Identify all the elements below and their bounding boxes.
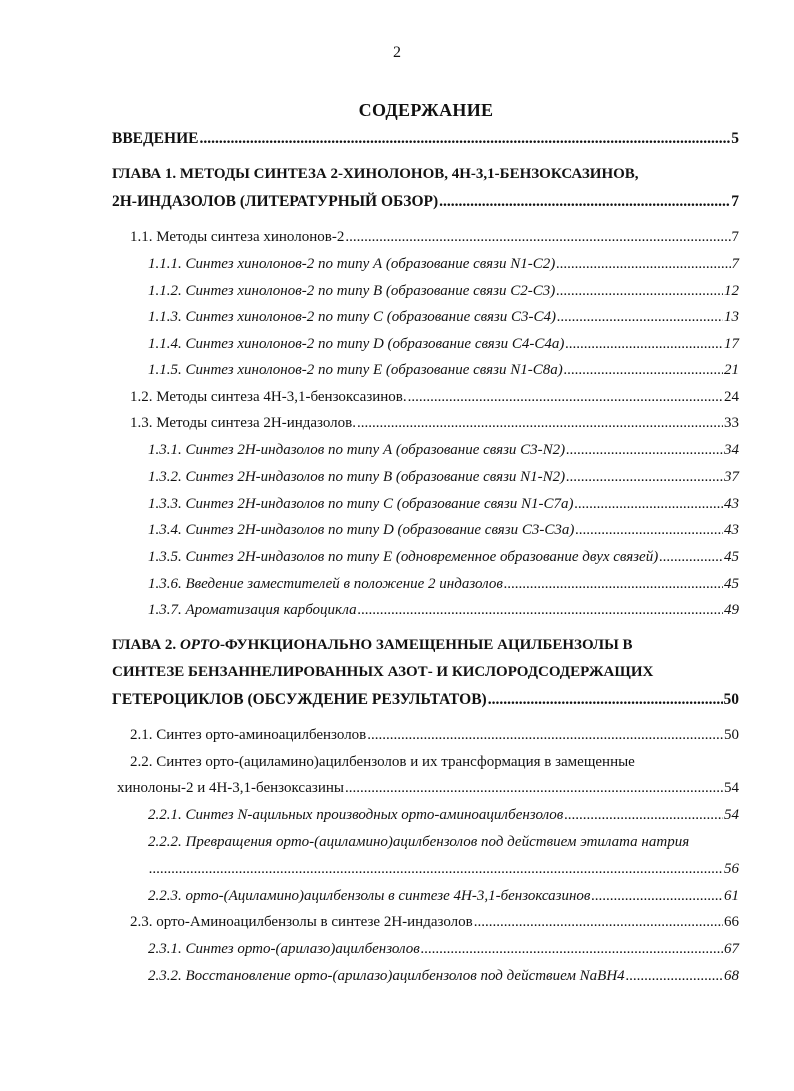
toc-entry-1-1-5[interactable]: 1.1.5. Синтез хинолонов-2 по типу Е (образование связи N1-C8a) ..... 21 bbox=[148, 362, 739, 379]
toc-entry-2-1[interactable]: 2.1. Синтез орто-аминоацилбензолов ..... 50 bbox=[130, 727, 739, 744]
toc-entry-1-1-1[interactable]: 1.1.1. Синтез хинолонов-2 по типу А (образование связи N1-C2) ..... 7 bbox=[148, 256, 739, 273]
toc-entry-1-3-1[interactable]: 1.3.1. Синтез 2Н-индазолов по типу А (образование связи С3-N2) ..... 34 bbox=[148, 442, 739, 459]
toc-entry-1-1-3[interactable]: 1.1.3. Синтез хинолонов-2 по типу С (образование связи С3-С4) ..... 13 bbox=[148, 309, 739, 326]
page-title: СОДЕРЖАНИЕ bbox=[358, 100, 494, 120]
toc-entry-2-3-2[interactable]: 2.3.2. Восстановление орто-(арилазо)ацилбензолов под действием NaBH4 ..... 68 bbox=[148, 968, 739, 985]
toc-entry-1-3-6[interactable]: 1.3.6. Введение заместителей в положение 2 индазолов ..... 45 bbox=[148, 576, 739, 593]
toc-entry-chapter-2-line-1[interactable]: ГЛАВА 2. ОРТО-ФУНКЦИОНАЛЬНО ЗАМЕЩЕННЫЕ АЦИЛБЕНЗОЛЫ В bbox=[112, 637, 633, 653]
toc-entry-2-3[interactable]: 2.3. орто-Аминоацилбензолы в синтезе 2Н-индазолов ..... 66 bbox=[130, 914, 739, 931]
page-number: 2 bbox=[393, 44, 401, 61]
toc-entry-introduction[interactable]: ВВЕДЕНИЕ ..... 5 bbox=[112, 130, 739, 148]
toc-entry-2-2-2[interactable]: ..... 56 bbox=[148, 861, 739, 878]
toc-entry-2-2-2-line-1[interactable]: 2.2.2. Превращения орто-(ациламино)ацилбензолов под действием этилата натрия bbox=[148, 834, 690, 850]
toc-entry-chapter-2-line-2[interactable]: СИНТЕЗЕ БЕНЗАННЕЛИРОВАННЫХ АЗОТ- И КИСЛОРОДСОДЕРЖАЩИХ bbox=[112, 664, 654, 680]
toc-entry-1-1[interactable]: 1.1. Методы синтеза хинолонов-2 ..... 7 bbox=[130, 229, 739, 246]
toc-entry-1-1-2[interactable]: 1.1.2. Синтез хинолонов-2 по типу В (образование связи С2-С3) ..... 12 bbox=[148, 283, 739, 300]
toc-entry-chapter-1-line-1[interactable]: ГЛАВА 1. МЕТОДЫ СИНТЕЗА 2-ХИНОЛОНОВ, 4Н-3,1-БЕНЗОКСАЗИНОВ, bbox=[112, 166, 639, 182]
toc-entry-1-3-2[interactable]: 1.3.2. Синтез 2Н-индазолов по типу В (образование связи N1-N2) ..... 37 bbox=[148, 469, 739, 486]
toc-entry-2-2-3[interactable]: 2.2.3. орто-(Ациламино)ацилбензолы в синтезе 4Н-3,1-бензоксазинов ..... 61 bbox=[148, 888, 739, 905]
toc-entry-2-2[interactable]: хинолоны-2 и 4Н-3,1-бензоксазины ..... 54 bbox=[117, 780, 739, 797]
toc-entry-2-2-1[interactable]: 2.2.1. Синтез N-ацильных производных орто-аминоацилбензолов ..... 54 bbox=[148, 807, 739, 824]
toc-entry-chapter-2[interactable]: ГЕТЕРОЦИКЛОВ (ОБСУЖДЕНИЕ РЕЗУЛЬТАТОВ) ..... 50 bbox=[112, 691, 739, 709]
toc-entry-chapter-1[interactable]: 2Н-ИНДАЗОЛОВ (ЛИТЕРАТУРНЫЙ ОБЗОР) ..... 7 bbox=[112, 193, 739, 211]
toc-entry-2-2-line-1[interactable]: 2.2. Синтез орто-(ациламино)ацилбензолов и их трансформация в замещенные bbox=[130, 754, 635, 770]
toc-entry-1-3-7[interactable]: 1.3.7. Ароматизация карбоцикла ..... 49 bbox=[148, 602, 739, 619]
toc-entry-1-3[interactable]: 1.3. Методы синтеза 2Н-индазолов. ..... 33 bbox=[130, 415, 739, 432]
toc-entry-1-3-4[interactable]: 1.3.4. Синтез 2Н-индазолов по типу D (образование связи С3-С3а) ..... 43 bbox=[148, 522, 739, 539]
toc-entry-2-3-1[interactable]: 2.3.1. Синтез орто-(арилазо)ацилбензолов ..... 67 bbox=[148, 941, 739, 958]
toc-entry-1-2[interactable]: 1.2. Методы синтеза 4Н-3,1-бензоксазинов. ..... 24 bbox=[130, 389, 739, 406]
toc-entry-1-3-3[interactable]: 1.3.3. Синтез 2Н-индазолов по типу С (образование связи N1-C7a) ..... 43 bbox=[148, 496, 739, 513]
toc-entry-1-1-4[interactable]: 1.1.4. Синтез хинолонов-2 по типу D (образование связи С4-С4а) ..... 17 bbox=[148, 336, 739, 353]
toc-entry-1-3-5[interactable]: 1.3.5. Синтез 2Н-индазолов по типу Е (одновременное образование двух связей) ..... 45 bbox=[148, 549, 739, 566]
